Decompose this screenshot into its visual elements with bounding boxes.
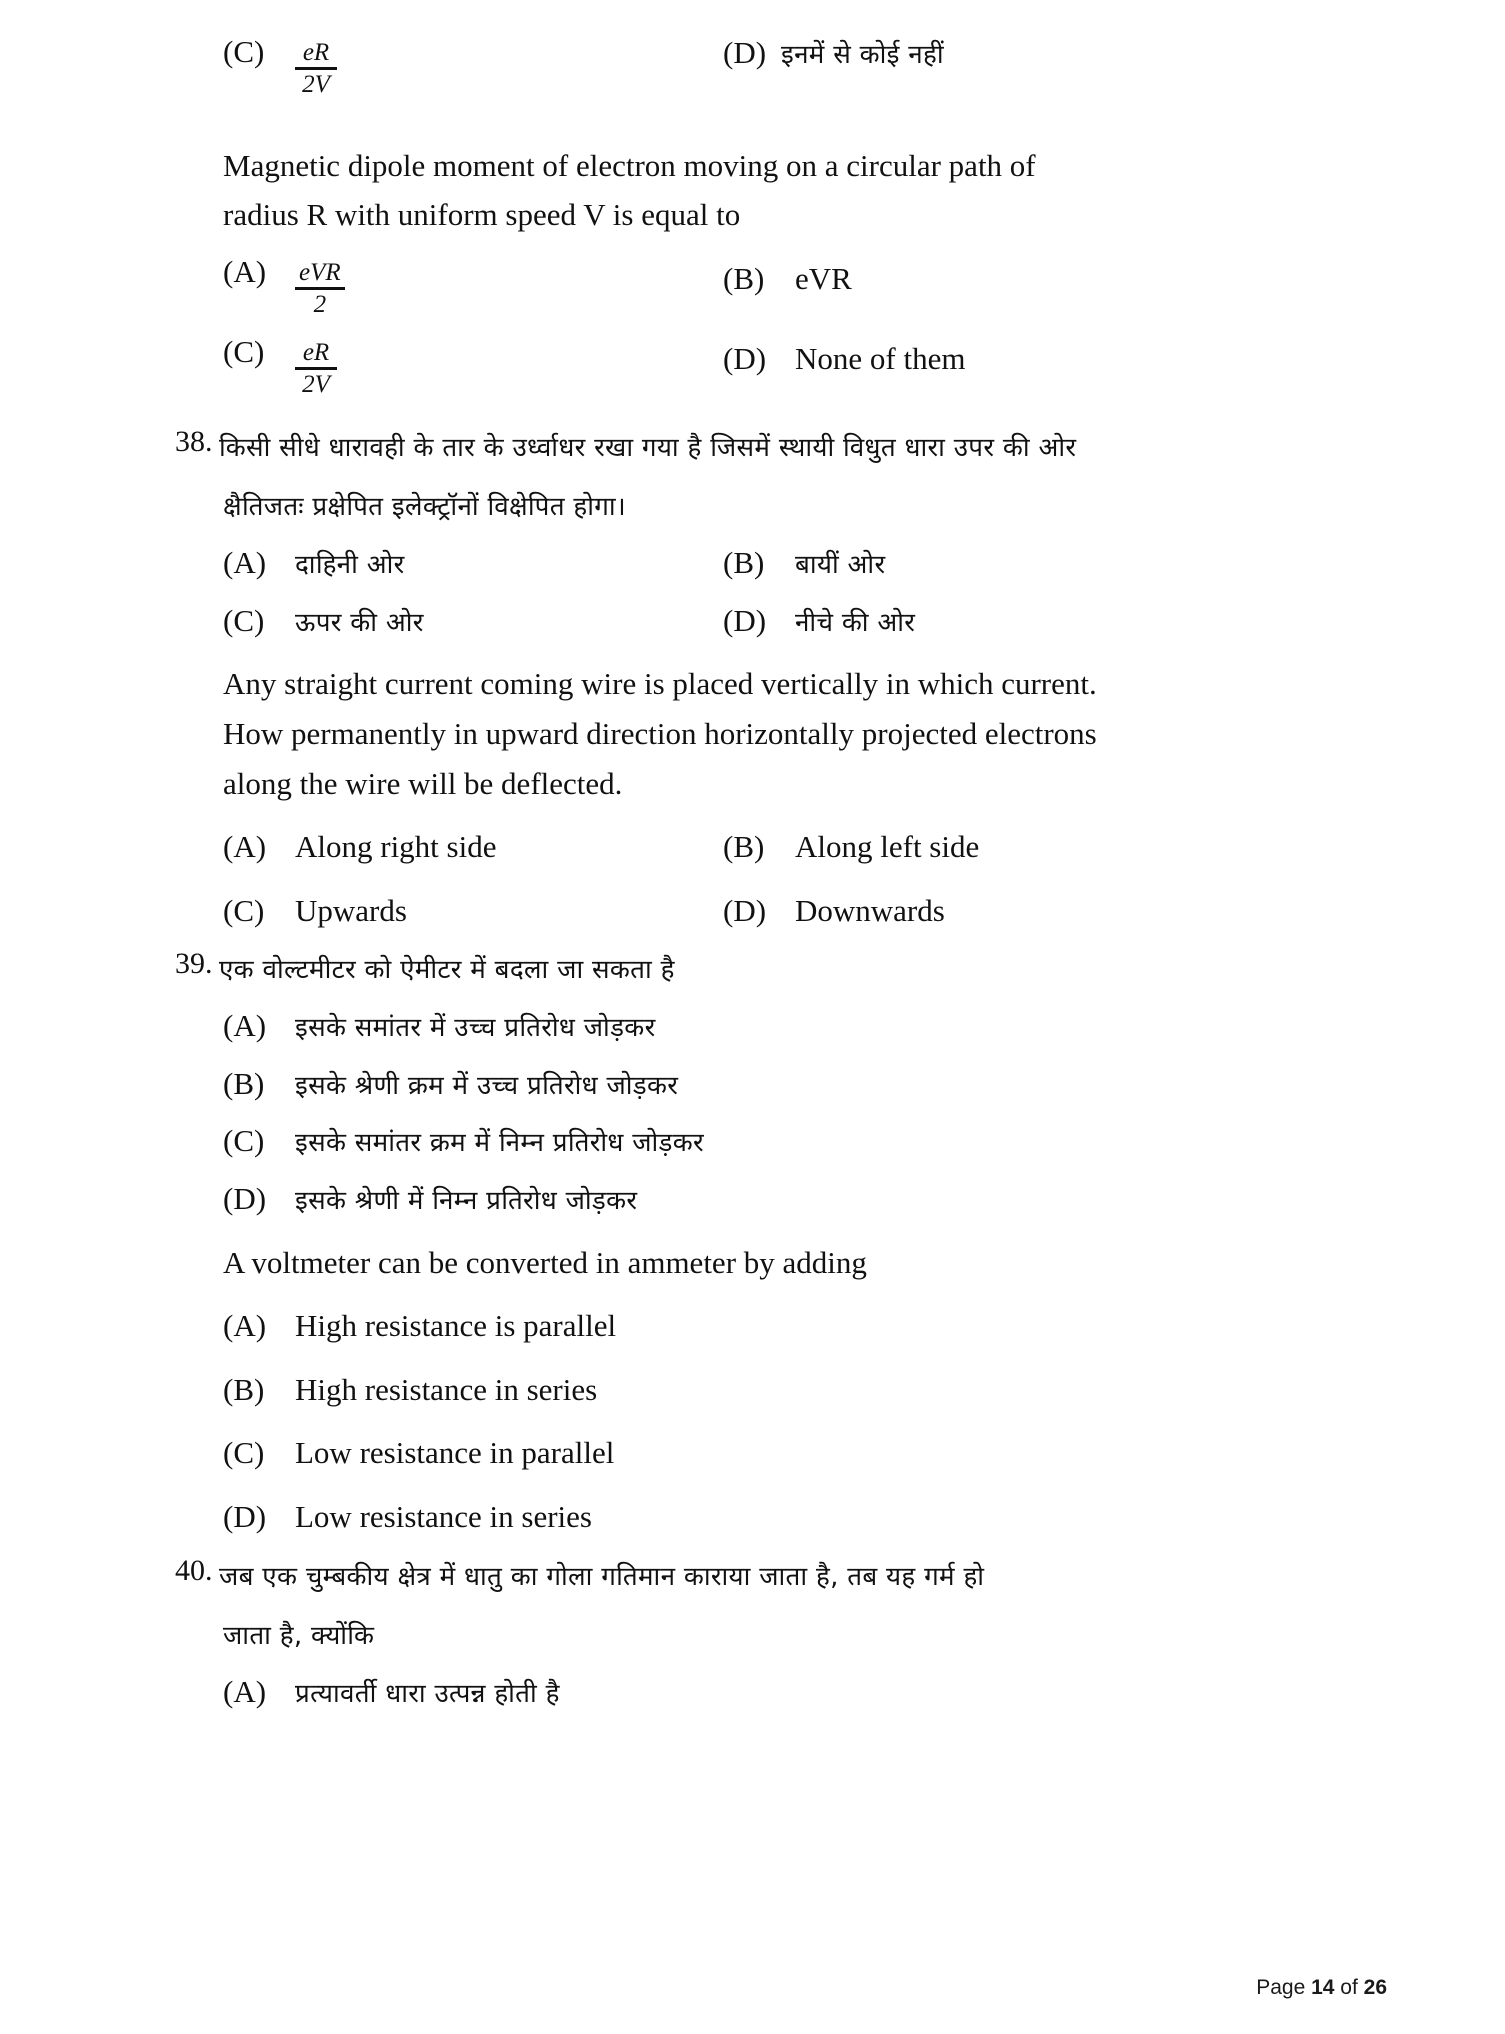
spacer xyxy=(175,320,1387,334)
option-label-d: (D) xyxy=(723,341,767,377)
option-text-b: High resistance in series xyxy=(295,1371,598,1407)
option-label-b: (B) xyxy=(723,260,765,296)
spacer xyxy=(175,1166,1387,1180)
option-text-a: प्रत्यावर्ती धारा उत्पन्न होती है xyxy=(295,1679,560,1710)
option-text-c: Low resistance in parallel xyxy=(295,1435,615,1471)
spacer xyxy=(175,935,1387,949)
option-label-a: (A) xyxy=(223,545,267,581)
fraction-numerator: eR xyxy=(302,39,330,66)
footer-page-number: 14 xyxy=(1311,1976,1335,1999)
q37-option-a xyxy=(223,254,723,321)
q38-english-stem-line2: How permanently in upward direction horizontally projected electrons xyxy=(223,715,1097,751)
q39-english-option-row-b xyxy=(223,1365,1435,1415)
option-label-a: (A) xyxy=(223,1308,267,1344)
q37-english-stem-line2: radius R with uniform speed V is equal to xyxy=(223,197,741,233)
fraction-numerator: eR xyxy=(302,339,330,367)
fraction-er-over-2v xyxy=(295,40,337,99)
q38-english-option-row-ab xyxy=(223,822,1435,872)
option-text-b: Along left side xyxy=(795,829,980,865)
option-text-d: None of them xyxy=(795,341,966,377)
q39-english-option-row-a xyxy=(223,1301,1435,1351)
q40-number: 40. xyxy=(175,1553,213,1587)
q39-hindi-option-row-a xyxy=(223,1007,1435,1051)
option-text-b: बायीं ओर xyxy=(795,550,886,581)
spacer xyxy=(175,1224,1387,1238)
fraction-numerator: eVR xyxy=(299,258,341,286)
spacer xyxy=(175,1351,1387,1365)
q38-hindi-stem-line1: किसी सीधे धारावही के तार के उर्ध्वाधर रखा गया है जिसमें स्थायी विधुत धारा उपर की ओर xyxy=(219,432,1077,463)
option-text-c: ऊपर की ओर xyxy=(295,607,424,638)
q38-english-option-a xyxy=(223,822,723,872)
q37-option-row-ab xyxy=(223,254,1435,321)
q38-english-stem-line1: Any straight current coming wire is placed vertically in which current. xyxy=(223,666,1097,702)
q39-english-option-a xyxy=(223,1301,1435,1351)
option-text-a: Along right side xyxy=(295,829,497,865)
q37-english-stem-line1: Magnetic dipole moment of electron moving on a circular path of xyxy=(223,147,1036,183)
q38-hindi-option-c xyxy=(223,602,723,646)
spacer xyxy=(175,1287,1387,1301)
q39-hindi-option-row-c xyxy=(223,1122,1435,1166)
q38-stem xyxy=(175,424,1387,471)
option-label-b: (B) xyxy=(723,545,765,581)
option-label-d: (D) xyxy=(723,35,767,70)
q40-hindi-option-row-a xyxy=(223,1673,1435,1717)
spacer xyxy=(175,588,1387,602)
q37-option-row-cd xyxy=(223,334,1435,401)
option-text-b: eVR xyxy=(795,260,852,296)
option-text-d: Low resistance in series xyxy=(295,1499,592,1535)
option-text-d: Downwards xyxy=(795,892,945,928)
footer-middle: of xyxy=(1334,1976,1364,1999)
option-label-a: (A) xyxy=(223,1674,267,1710)
option-d-carryover xyxy=(723,34,1435,78)
option-text-a: High resistance is parallel xyxy=(295,1308,617,1344)
option-text-c: Upwards xyxy=(295,892,407,928)
spacer xyxy=(175,401,1387,427)
spacer xyxy=(175,101,1387,141)
q39-english-option-row-c xyxy=(223,1428,1435,1478)
option-text-d: इसके श्रेणी में निम्न प्रतिरोध जोड़कर xyxy=(295,1186,638,1217)
spacer xyxy=(175,1659,1387,1673)
option-text-c: इसके समांतर क्रम में निम्न प्रतिरोध जोड़कर xyxy=(295,1128,704,1159)
footer-total-pages: 26 xyxy=(1363,1976,1387,1999)
option-label-a: (A) xyxy=(223,1008,267,1044)
option-label-d: (D) xyxy=(723,892,767,928)
page-footer xyxy=(1256,1976,1387,2000)
q38-hindi-option-d xyxy=(723,602,1435,646)
carryover-option-row xyxy=(223,34,1435,101)
q39-english-option-b xyxy=(223,1365,1435,1415)
q37-option-d xyxy=(723,334,1435,384)
spacer xyxy=(175,240,1387,254)
q40-hindi-option-a xyxy=(223,1673,1435,1717)
q38-number: 38. xyxy=(175,424,213,458)
spacer xyxy=(175,1108,1387,1122)
q40-hindi-stem-line1: जब एक चुम्बकीय क्षेत्र में धातु का गोला गतिमान काराया जाता है, तब यह गर्म हो xyxy=(219,1561,985,1592)
q39-english-stem: A voltmeter can be converted in ammeter by adding xyxy=(223,1244,867,1280)
q39-hindi-option-row-b xyxy=(223,1065,1435,1109)
spacer xyxy=(175,1542,1387,1556)
option-label-d: (D) xyxy=(223,1499,267,1535)
fraction-denominator: 2V xyxy=(302,371,330,399)
q38-english-stem-line3: along the wire will be deflected. xyxy=(223,765,623,801)
option-label-d: (D) xyxy=(723,602,767,638)
option-label-b: (B) xyxy=(223,1371,265,1407)
q39-number: 39. xyxy=(175,947,213,981)
spacer xyxy=(175,645,1387,659)
q39-hindi-option-c xyxy=(223,1122,1435,1166)
footer-prefix: Page xyxy=(1256,1976,1312,1999)
fraction-evr-over-2 xyxy=(295,260,345,319)
option-text-a: दाहिनी ओर xyxy=(295,550,405,581)
q37-option-b xyxy=(723,254,1435,304)
q39-english-option-d xyxy=(223,1492,1435,1542)
option-label-d: (D) xyxy=(223,1181,267,1217)
option-label-c: (C) xyxy=(223,34,265,69)
fraction-denominator: 2V xyxy=(302,71,330,99)
option-c-carryover xyxy=(223,34,723,101)
q40-hindi-stem-line2: जाता है, क्योंकि xyxy=(223,1621,375,1652)
option-text-b: इसके श्रेणी क्रम में उच्च प्रतिरोध जोड़कर xyxy=(295,1070,679,1101)
option-label-c: (C) xyxy=(223,1435,265,1471)
option-label-c: (C) xyxy=(223,602,265,638)
q38-hindi-option-a xyxy=(223,544,723,588)
q39-hindi-stem: एक वोल्टमीटर को ऐमीटर में बदला जा सकता है xyxy=(219,955,675,986)
spacer xyxy=(175,1051,1387,1065)
spacer xyxy=(175,1414,1387,1428)
option-label-c: (C) xyxy=(223,892,265,928)
option-label-c: (C) xyxy=(223,1123,265,1159)
option-text-d: इनमें से कोई नहीं xyxy=(781,40,944,70)
q39-hindi-option-row-d xyxy=(223,1180,1435,1224)
spacer xyxy=(175,530,1387,544)
q39-hindi-option-d xyxy=(223,1180,1435,1224)
q37-option-c xyxy=(223,334,723,401)
option-label-a: (A) xyxy=(223,253,267,289)
fraction-er-over-2v xyxy=(295,340,337,399)
spacer xyxy=(175,872,1387,886)
q38-english-option-row-cd xyxy=(223,886,1435,936)
option-text-d: नीचे की ओर xyxy=(795,607,916,638)
q39-hindi-option-b xyxy=(223,1065,1435,1109)
option-text-a: इसके समांतर में उच्च प्रतिरोध जोड़कर xyxy=(295,1013,656,1044)
option-label-b: (B) xyxy=(723,829,765,865)
q38-hindi-option-row-cd xyxy=(223,602,1435,646)
q39-english-option-row-d xyxy=(223,1492,1435,1542)
q38-hindi-option-b xyxy=(723,544,1435,588)
option-label-c: (C) xyxy=(223,334,265,370)
q38-english-option-d xyxy=(723,886,1435,936)
q40-stem xyxy=(175,1553,1387,1600)
spacer xyxy=(175,1478,1387,1492)
fraction-denominator: 2 xyxy=(313,290,327,318)
q39-english-option-c xyxy=(223,1428,1435,1478)
spacer xyxy=(175,808,1387,822)
q39-stem xyxy=(175,949,1387,993)
q38-hindi-stem-line2: क्षैतिजतः प्रक्षेपित इलेक्ट्रॉनों विक्षेपित होगा। xyxy=(223,492,627,523)
spacer xyxy=(175,993,1387,1007)
q39-hindi-option-a xyxy=(223,1007,1435,1051)
option-label-a: (A) xyxy=(223,829,267,865)
q38-english-option-c xyxy=(223,886,723,936)
q38-english-option-b xyxy=(723,822,1435,872)
q38-hindi-option-row-ab xyxy=(223,544,1435,588)
option-label-b: (B) xyxy=(223,1065,265,1101)
